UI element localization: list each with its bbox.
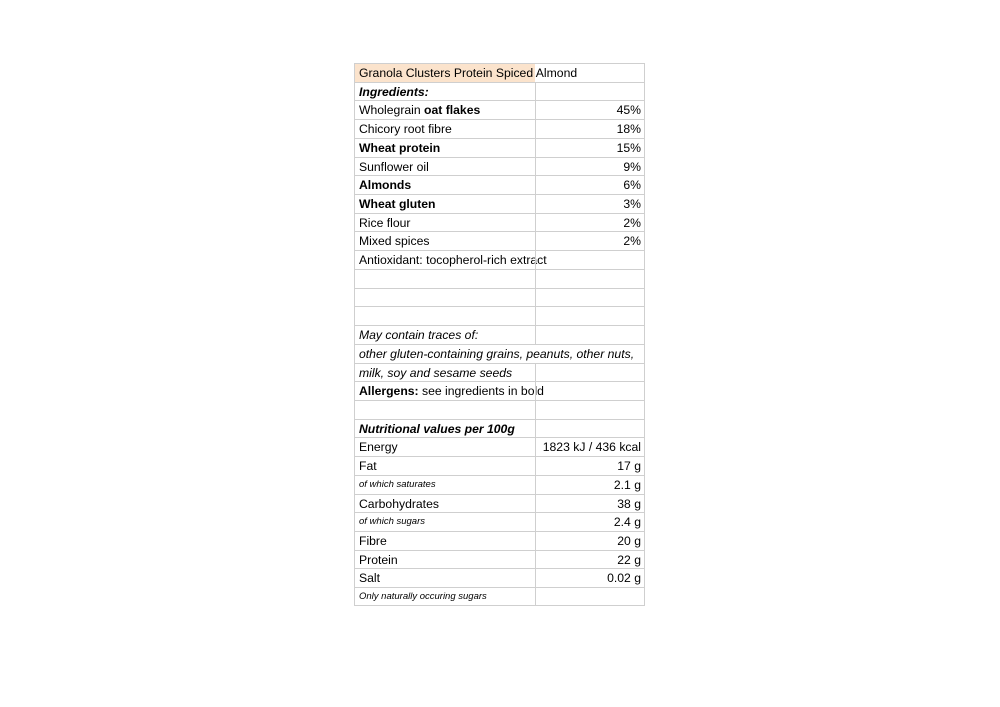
ingredient-row — [354, 157, 645, 176]
empty-cell[interactable] — [354, 400, 535, 419]
empty-cell[interactable] — [535, 288, 645, 307]
ingredient-percentage[interactable]: 45% — [535, 100, 645, 119]
nutrient-name[interactable]: Protein — [354, 550, 535, 569]
empty-cell[interactable] — [535, 419, 645, 438]
ingredient-row — [354, 194, 645, 213]
ingredient-row — [354, 138, 645, 157]
nutrient-name[interactable]: of which sugars — [354, 512, 535, 531]
allergens-row — [354, 381, 645, 400]
ingredient-allergen-text: Almonds — [359, 178, 412, 193]
nutrient-value[interactable]: 0.02 g — [535, 568, 645, 587]
nutrient-value[interactable]: 2.1 g — [535, 475, 645, 494]
ingredient-percentage[interactable]: 6% — [535, 175, 645, 194]
allergens-text: see ingredients in bold — [418, 384, 544, 399]
ingredient-name[interactable] — [354, 231, 535, 250]
ingredient-row — [354, 100, 645, 119]
product-title[interactable]: Granola Clusters Protein Spiced Almond — [354, 63, 645, 82]
ingredient-text: Sunflower oil — [359, 159, 429, 174]
nutrient-value[interactable]: 17 g — [535, 456, 645, 475]
antioxidant-label: Antioxidant: tocopherol-rich extract — [359, 253, 547, 268]
antioxidant-text[interactable] — [354, 250, 645, 269]
traces-heading-row — [354, 325, 645, 344]
ingredient-allergen-text: Wheat protein — [359, 140, 441, 155]
nutrient-value[interactable]: 22 g — [535, 550, 645, 569]
nutrition-row — [354, 456, 645, 475]
antioxidant-row — [354, 250, 645, 269]
allergens-cell[interactable] — [354, 381, 645, 400]
blank-row — [354, 306, 645, 325]
nutrition-row — [354, 568, 645, 587]
ingredient-percentage[interactable]: 3% — [535, 194, 645, 213]
footnote-row — [354, 587, 645, 606]
empty-cell[interactable] — [535, 82, 645, 101]
nutrition-list — [354, 437, 645, 587]
empty-cell[interactable] — [354, 288, 535, 307]
traces-line-2[interactable] — [354, 363, 645, 382]
ingredient-allergen-text: Wheat gluten — [359, 197, 436, 212]
nutrition-row — [354, 475, 645, 494]
footnote[interactable]: Only naturally occuring sugars — [354, 587, 535, 606]
ingredient-text: Chicory root fibre — [359, 122, 452, 137]
nutrient-name[interactable]: Fat — [354, 456, 535, 475]
ingredient-percentage[interactable]: 9% — [535, 157, 645, 176]
nutrient-value[interactable]: 1823 kJ / 436 kcal — [535, 437, 645, 456]
traces-line-2-text: milk, soy and sesame seeds — [359, 365, 513, 380]
ingredient-row — [354, 175, 645, 194]
nutrient-name[interactable]: Fibre — [354, 531, 535, 550]
ingredient-percentage[interactable]: 15% — [535, 138, 645, 157]
spreadsheet-table — [354, 63, 645, 606]
blank-row — [354, 269, 645, 288]
traces-line-1[interactable]: other gluten-containing grains, peanuts, other nuts, — [354, 344, 645, 363]
ingredient-text: Rice flour — [359, 215, 411, 230]
empty-cell[interactable] — [535, 269, 645, 288]
ingredient-percentage[interactable]: 2% — [535, 231, 645, 250]
title-row — [354, 63, 645, 82]
ingredients-list — [354, 100, 645, 250]
traces-heading[interactable]: May contain traces of: — [354, 325, 535, 344]
ingredient-name[interactable] — [354, 119, 535, 138]
ingredient-name[interactable] — [354, 100, 535, 119]
nutrition-row — [354, 512, 645, 531]
blank-row — [354, 400, 645, 419]
ingredient-name[interactable] — [354, 175, 535, 194]
nutrition-heading-row — [354, 419, 645, 438]
nutrient-value[interactable]: 38 g — [535, 494, 645, 513]
ingredient-text: Mixed spices — [359, 234, 430, 249]
ingredient-percentage[interactable]: 2% — [535, 213, 645, 232]
ingredient-allergen-text: oat flakes — [424, 103, 481, 118]
empty-cell[interactable] — [535, 306, 645, 325]
ingredient-row — [354, 213, 645, 232]
nutrient-name[interactable]: of which saturates — [354, 475, 535, 494]
empty-cell[interactable] — [535, 400, 645, 419]
empty-cell[interactable] — [535, 325, 645, 344]
nutrient-name[interactable]: Energy — [354, 437, 535, 456]
ingredients-heading-row — [354, 82, 645, 101]
allergens-label: Allergens: — [359, 384, 419, 399]
nutrient-name[interactable]: Carbohydrates — [354, 494, 535, 513]
nutrition-row — [354, 550, 645, 569]
nutrition-row — [354, 494, 645, 513]
ingredient-name[interactable] — [354, 157, 535, 176]
nutrition-row — [354, 531, 645, 550]
ingredient-name[interactable] — [354, 213, 535, 232]
nutrient-name[interactable]: Salt — [354, 568, 535, 587]
ingredient-percentage[interactable]: 18% — [535, 119, 645, 138]
ingredient-row — [354, 231, 645, 250]
empty-cell[interactable] — [354, 269, 535, 288]
ingredient-text: Wholegrain — [359, 103, 425, 118]
nutrient-value[interactable]: 2.4 g — [535, 512, 645, 531]
empty-cell[interactable] — [535, 587, 645, 606]
traces-line1-row — [354, 344, 645, 363]
empty-cell[interactable] — [354, 306, 535, 325]
nutrition-row — [354, 437, 645, 456]
ingredient-name[interactable] — [354, 138, 535, 157]
nutrition-heading[interactable]: Nutritional values per 100g — [354, 419, 535, 438]
ingredients-heading[interactable]: Ingredients: — [354, 82, 535, 101]
ingredient-name[interactable] — [354, 194, 535, 213]
nutrient-value[interactable]: 20 g — [535, 531, 645, 550]
traces-line2-row — [354, 363, 645, 382]
ingredient-row — [354, 119, 645, 138]
blank-row — [354, 288, 645, 307]
